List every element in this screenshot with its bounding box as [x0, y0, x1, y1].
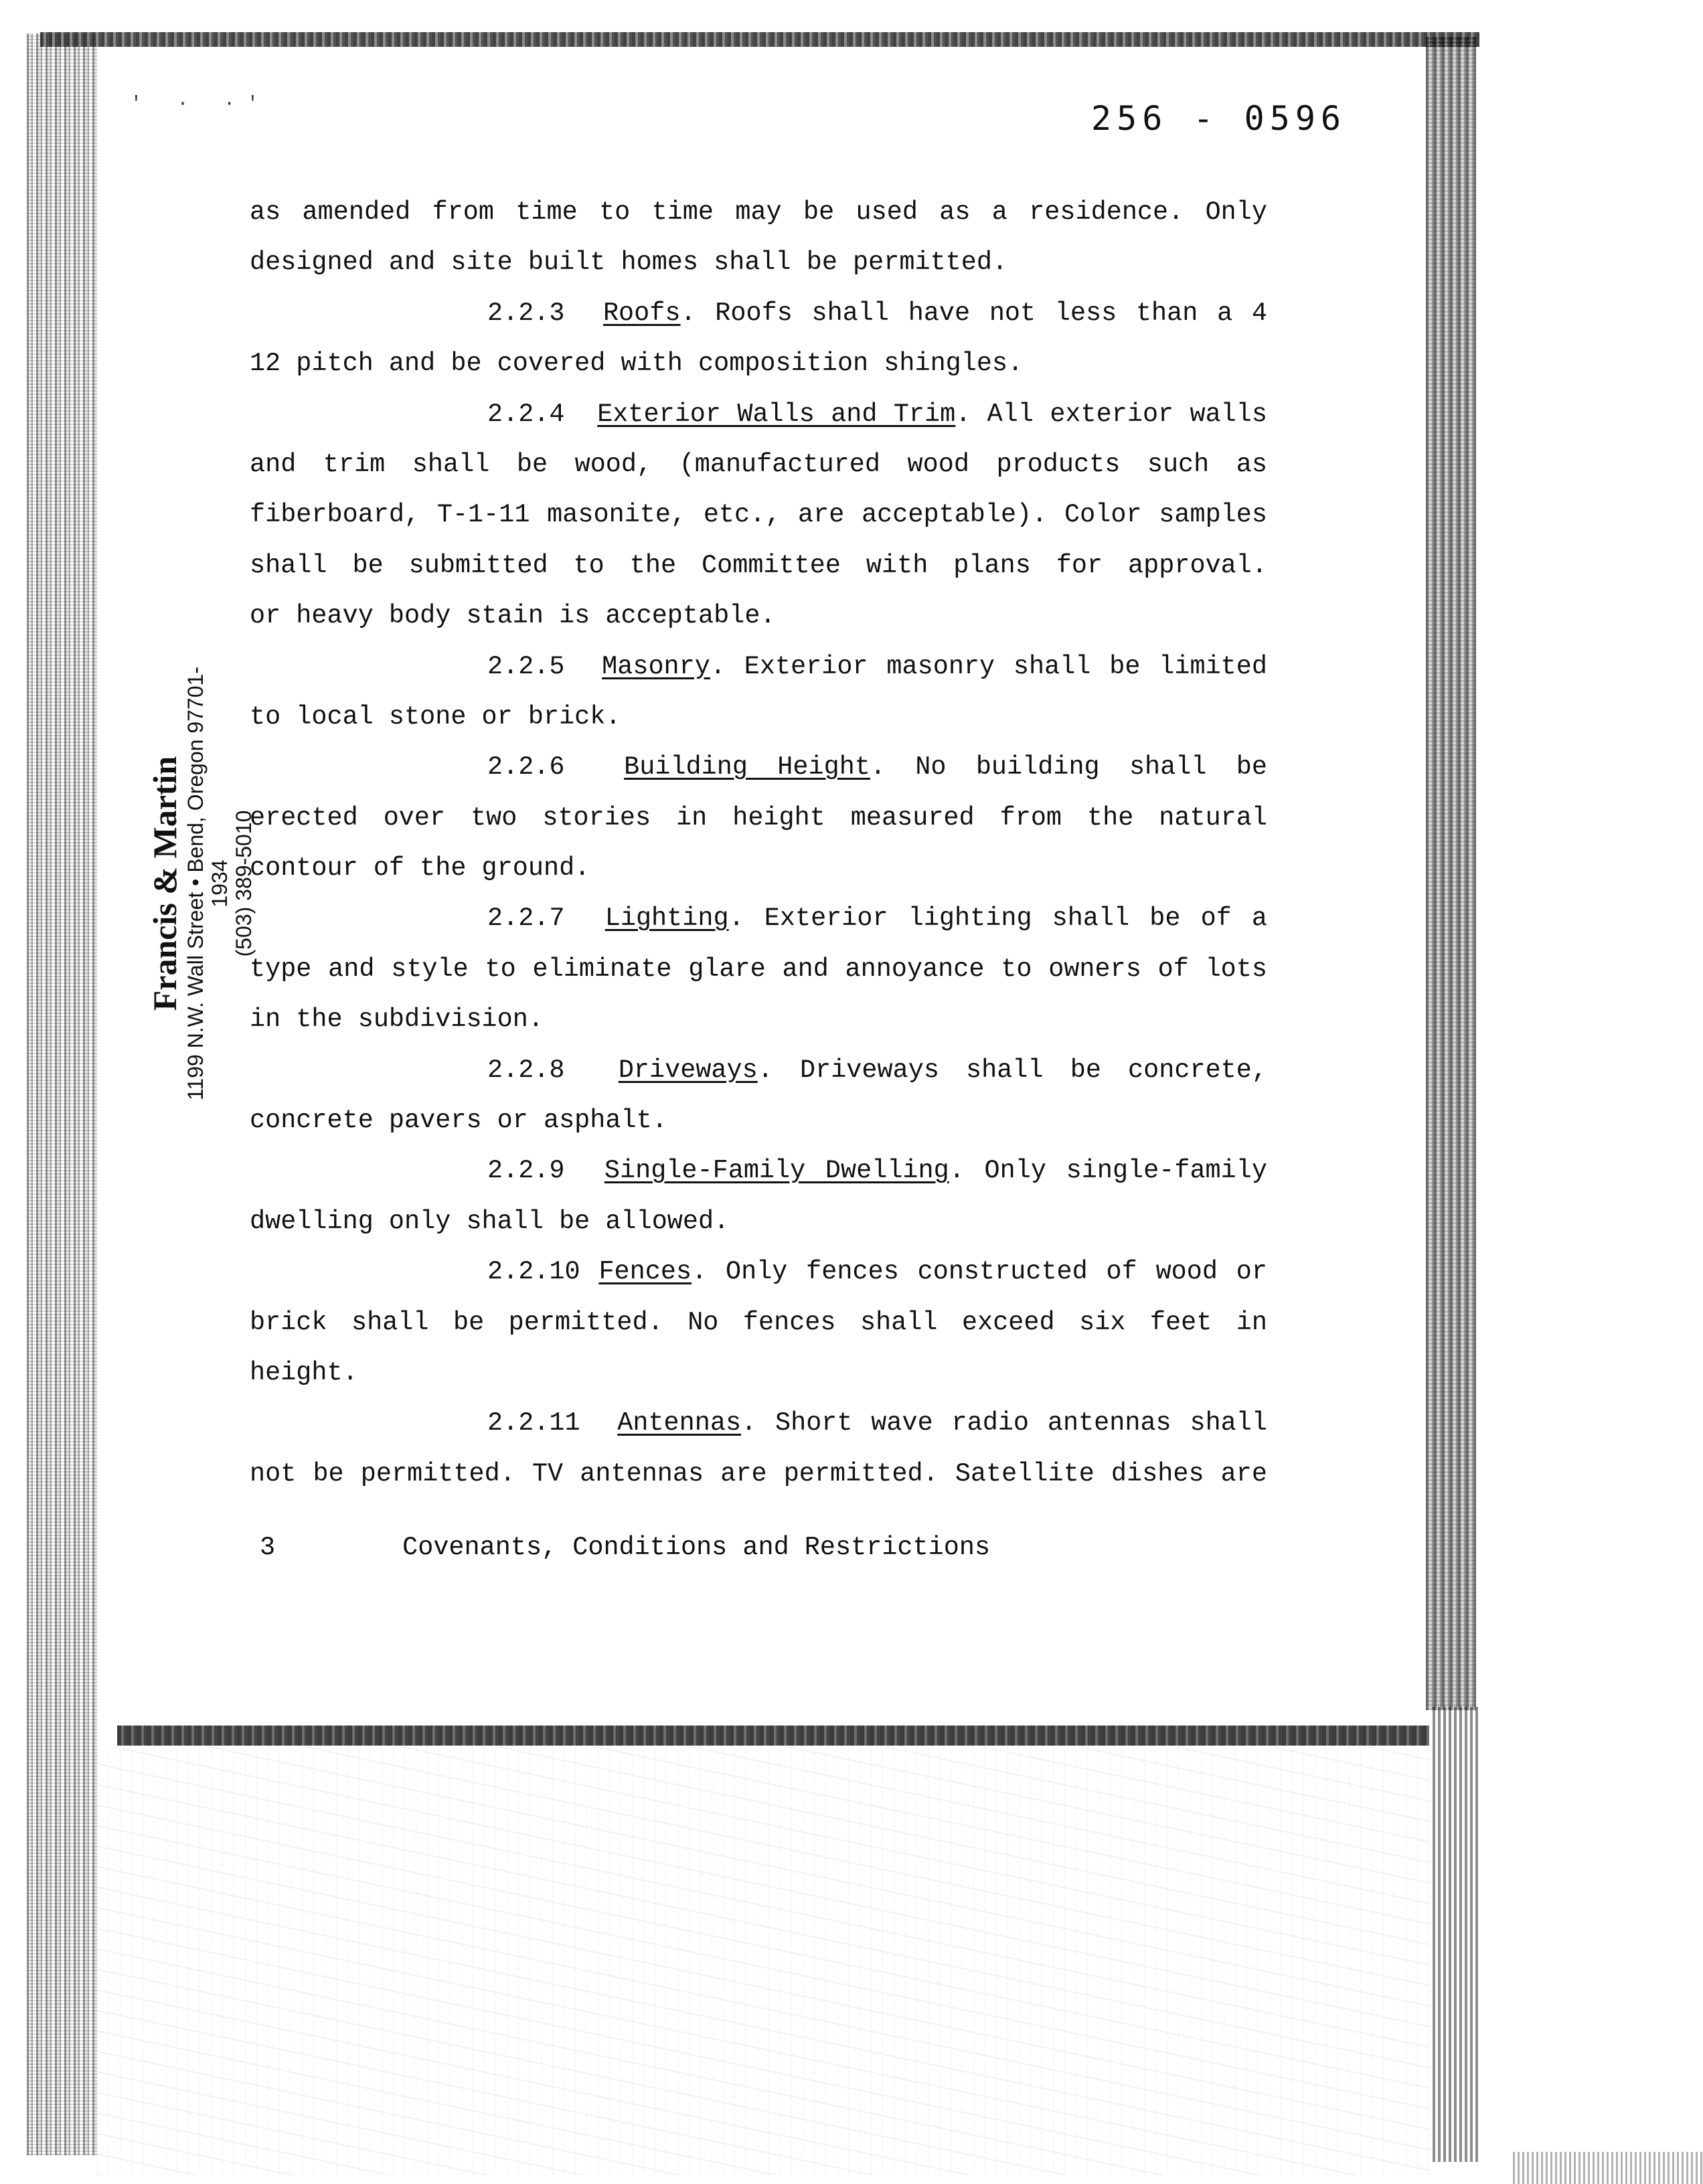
section-text: . Only fences constructed of wood or	[692, 1257, 1267, 1287]
scan-shadow-left	[27, 33, 97, 2155]
section-text: . Exterior masonry shall be limited	[710, 651, 1267, 681]
section-heading: Roofs	[602, 298, 681, 328]
section-number: 2.2.7	[487, 904, 565, 934]
scan-marks: ' · ·'	[131, 94, 270, 114]
body-line: or heavy body stain is acceptable.	[250, 601, 776, 631]
section-heading: Masonry	[602, 651, 710, 681]
scan-shadow-right	[1426, 37, 1476, 1710]
section-text: . Roofs shall have not less than a 4	[680, 298, 1267, 328]
body-line: shall be submitted to the Committee with plans for approval.	[250, 550, 1267, 580]
body-line: and trim shall be wood, (manufactured wood products such as	[250, 449, 1267, 479]
section-heading: Single-Family Dwelling	[604, 1156, 949, 1186]
section-heading: Fences	[598, 1257, 692, 1287]
section-heading: Driveways	[618, 1055, 758, 1085]
body-line: brick shall be permitted. No fences shall exceed six feet in	[250, 1307, 1267, 1337]
scan-noise-corner	[1513, 2152, 1703, 2184]
section-number: 2.2.3	[487, 298, 565, 328]
firm-name: Francis & Martin	[146, 756, 183, 1011]
body-line: not be permitted. TV antennas are permitted. Satellite dishes are	[250, 1458, 1267, 1489]
body-line: dwelling only shall be allowed.	[250, 1206, 730, 1236]
firm-phone: (503) 389-5010	[232, 810, 256, 957]
section-2-2-9	[250, 1146, 1267, 1196]
scan-shadow-bottom	[117, 1726, 1429, 1746]
section-number: 2.2.4	[487, 399, 565, 429]
section-text: . All exterior walls	[955, 399, 1267, 429]
section-text: . Driveways shall be concrete,	[757, 1055, 1267, 1085]
body-line: erected over two stories in height measured from the natural	[250, 803, 1267, 833]
section-text: . No building shall be	[870, 752, 1267, 782]
body-line: height.	[250, 1357, 358, 1388]
firm-address: 1199 N.W. Wall Street • Bend, Oregon 97701-1934	[183, 667, 232, 1100]
section-number: 2.2.10	[487, 1257, 580, 1287]
body-line: to local stone or brick.	[250, 701, 621, 732]
body-line: in the subdivision.	[250, 1005, 544, 1035]
body-line: as amended from time to time may be used as a residence. Only	[250, 197, 1267, 227]
body-line: fiberboard, T-1-11 masonite, etc., are acceptable). Color samples	[250, 500, 1267, 530]
section-heading: Exterior Walls and Trim	[597, 399, 956, 429]
section-2-2-6	[250, 742, 1267, 792]
scan-shadow-top	[40, 32, 1479, 47]
body-line: type and style to eliminate glare and annoyance to owners of lots	[250, 954, 1267, 984]
body-line: contour of the ground.	[250, 853, 590, 884]
scan-shadow-right-lower	[1433, 1707, 1479, 2162]
page-number: 256 - 0596	[1091, 99, 1347, 138]
section-text: . Short wave radio antennas shall	[741, 1408, 1267, 1438]
section-number: 2.2.11	[487, 1408, 580, 1438]
scan-noise-lower	[97, 1747, 1429, 2175]
section-number: 2.2.8	[487, 1055, 565, 1085]
section-text: . Only single-family	[949, 1156, 1267, 1186]
section-2-2-10	[250, 1247, 1267, 1297]
section-number: 2.2.9	[487, 1156, 565, 1186]
section-number: 2.2.5	[487, 651, 565, 681]
law-firm-stamp	[146, 649, 256, 1118]
section-heading: Antennas	[617, 1408, 742, 1438]
section-2-2-4	[250, 390, 1267, 440]
body-line: 12 pitch and be covered with composition shingles.	[250, 349, 1024, 379]
section-2-2-7	[250, 894, 1267, 944]
section-2-2-5	[250, 642, 1267, 692]
section-number: 2.2.6	[487, 752, 565, 782]
section-heading: Building Height	[624, 752, 870, 782]
section-heading: Lighting	[604, 904, 729, 934]
section-2-2-3	[250, 288, 1267, 339]
page-footer	[260, 1533, 990, 1562]
document-body	[250, 187, 1267, 1499]
footer-title: Covenants, Conditions and Restrictions	[402, 1533, 991, 1562]
section-2-2-8	[250, 1045, 1267, 1096]
section-text: . Exterior lighting shall be of a	[728, 904, 1267, 934]
body-line: concrete pavers or asphalt.	[250, 1106, 667, 1136]
footer-page-number: 3	[260, 1533, 276, 1562]
section-2-2-11	[250, 1398, 1267, 1448]
body-line: designed and site built homes shall be permitted.	[250, 248, 1008, 278]
